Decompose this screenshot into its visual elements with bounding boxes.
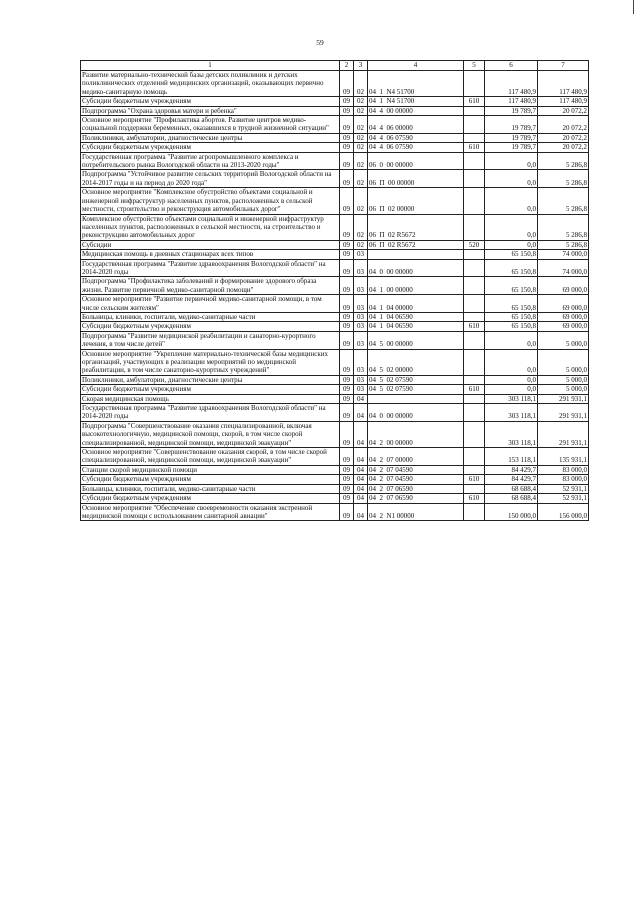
subsection-code-cell: 04: [354, 465, 368, 474]
header-cell: 1: [81, 61, 340, 71]
table-row: [81, 494, 589, 503]
amount-2020-cell: 69 000,0: [538, 277, 589, 295]
expense-type-cell: 610: [464, 494, 485, 503]
amount-2019-cell: 303 118,1: [485, 394, 538, 403]
subsection-code-cell: 03: [354, 259, 368, 277]
target-article-cell: 04 1 04 06590: [368, 312, 464, 321]
target-article-cell: 04 1 04 00000: [368, 295, 464, 313]
section-code-cell: 09: [340, 277, 354, 295]
header-row: [81, 61, 589, 71]
subsection-code-cell: 02: [354, 97, 368, 106]
target-article-cell: 06 П 00 00000: [368, 170, 464, 188]
expense-type-cell: [464, 106, 485, 115]
target-article-cell: 06 П 02 R5672: [368, 240, 464, 249]
amount-2020-cell: 20 072,2: [538, 106, 589, 115]
section-code-cell: 09: [340, 312, 354, 321]
target-article-cell: 04 4 06 07590: [368, 133, 464, 142]
subsection-code-cell: 03: [354, 295, 368, 313]
row-name-cell: Субсидии бюджетным учреждениям: [81, 475, 340, 484]
amount-2020-cell: 5 000,0: [538, 349, 589, 375]
target-article-cell: 04 2 07 06590: [368, 494, 464, 503]
row-name-cell: Субсидии бюджетным учреждениям: [81, 97, 340, 106]
target-article-cell: 04 4 06 00000: [368, 116, 464, 134]
subsection-code-cell: 02: [354, 71, 368, 97]
amount-2019-cell: 65 150,8: [485, 312, 538, 321]
row-name-cell: Скорая медицинская помощь: [81, 394, 340, 403]
amount-2020-cell: 5 286,8: [538, 214, 589, 240]
subsection-code-cell: 04: [354, 484, 368, 493]
table-row: [81, 250, 589, 259]
expense-type-cell: [464, 188, 485, 214]
expense-type-cell: [464, 259, 485, 277]
expense-type-cell: [464, 331, 485, 349]
table-row: [81, 484, 589, 493]
subsection-code-cell: 03: [354, 312, 368, 321]
amount-2020-cell: 83 000,0: [538, 475, 589, 484]
expense-type-cell: 610: [464, 385, 485, 394]
table-row: [81, 503, 589, 521]
target-article-cell: 04 5 02 07590: [368, 375, 464, 384]
row-name-cell: Субсидии бюджетным учреждениям: [81, 143, 340, 152]
subsection-code-cell: 04: [354, 421, 368, 447]
target-article-cell: 04 2 07 04590: [368, 475, 464, 484]
amount-2019-cell: 0,0: [485, 152, 538, 170]
target-article-cell: 04 2 07 00000: [368, 448, 464, 466]
amount-2019-cell: 65 150,8: [485, 259, 538, 277]
amount-2020-cell: 5 000,0: [538, 331, 589, 349]
row-name-cell: Поликлиники, амбулатории, диагностические центры: [81, 375, 340, 384]
table-row: [81, 331, 589, 349]
amount-2019-cell: 117 480,9: [485, 97, 538, 106]
amount-2019-cell: 65 150,8: [485, 250, 538, 259]
header-cell: 3: [354, 61, 368, 71]
section-code-cell: 09: [340, 349, 354, 375]
table-row: [81, 133, 589, 142]
amount-2020-cell: 74 000,0: [538, 259, 589, 277]
amount-2019-cell: 84 429,7: [485, 475, 538, 484]
subsection-code-cell: 03: [354, 277, 368, 295]
section-code-cell: 09: [340, 106, 354, 115]
amount-2020-cell: 52 931,1: [538, 484, 589, 493]
expense-type-cell: [464, 503, 485, 521]
corner-mark: [633, 0, 634, 14]
amount-2019-cell: 303 118,1: [485, 404, 538, 422]
table-row: [81, 259, 589, 277]
row-name-cell: Больницы, клиники, госпитали, медико-санитарные части: [81, 484, 340, 493]
table-row: [81, 71, 589, 97]
row-name-cell: Основное мероприятие "Совершенствование оказания скорой, в том числе скорой специализированной, медицинской помощи, медицинской эвакуации": [81, 448, 340, 466]
amount-2019-cell: 65 150,8: [485, 277, 538, 295]
expense-type-cell: [464, 465, 485, 474]
expense-type-cell: [464, 295, 485, 313]
subsection-code-cell: 03: [354, 322, 368, 331]
section-code-cell: 09: [340, 331, 354, 349]
section-code-cell: 09: [340, 394, 354, 403]
section-code-cell: 09: [340, 421, 354, 447]
section-code-cell: 09: [340, 214, 354, 240]
target-article-cell: 06 П 02 00000: [368, 188, 464, 214]
amount-2020-cell: 5 286,8: [538, 240, 589, 249]
amount-2020-cell: 83 000,0: [538, 465, 589, 474]
subsection-code-cell: 03: [354, 331, 368, 349]
amount-2020-cell: 117 480,9: [538, 97, 589, 106]
amount-2019-cell: 19 789,7: [485, 106, 538, 115]
expense-type-cell: 610: [464, 143, 485, 152]
subsection-code-cell: 03: [354, 349, 368, 375]
amount-2019-cell: 0,0: [485, 240, 538, 249]
table-row: [81, 97, 589, 106]
section-code-cell: 09: [340, 116, 354, 134]
row-name-cell: Поликлиники, амбулатории, диагностические центры: [81, 133, 340, 142]
expense-type-cell: 610: [464, 322, 485, 331]
row-name-cell: Станции скорой медицинской помощи: [81, 465, 340, 474]
amount-2020-cell: 69 000,0: [538, 312, 589, 321]
amount-2020-cell: 5 286,8: [538, 188, 589, 214]
target-article-cell: 04 1 N4 51700: [368, 71, 464, 97]
row-name-cell: Государственная программа "Развитие здравоохранения Вологодской области" на 2014-2020 годы: [81, 259, 340, 277]
target-article-cell: 04 2 00 00000: [368, 421, 464, 447]
expense-type-cell: [464, 394, 485, 403]
amount-2020-cell: 291 931,1: [538, 404, 589, 422]
section-code-cell: 09: [340, 133, 354, 142]
target-article-cell: [368, 394, 464, 403]
section-code-cell: 09: [340, 465, 354, 474]
target-article-cell: 04 1 N4 51700: [368, 97, 464, 106]
subsection-code-cell: 02: [354, 116, 368, 134]
row-name-cell: Основное мероприятие "Профилактика абортов. Развитие центров медико-социальной поддержки беременных, оказавшихся в трудной жизненной ситуации": [81, 116, 340, 134]
subsection-code-cell: 04: [354, 475, 368, 484]
section-code-cell: 09: [340, 448, 354, 466]
section-code-cell: 09: [340, 475, 354, 484]
amount-2019-cell: 19 789,7: [485, 116, 538, 134]
amount-2019-cell: 153 118,1: [485, 448, 538, 466]
subsection-code-cell: 03: [354, 250, 368, 259]
row-name-cell: Подпрограмма "Устойчивое развитие сельских территорий Вологодской области на 2014-2017 годы и на период до 2020 года": [81, 170, 340, 188]
subsection-code-cell: 02: [354, 170, 368, 188]
table-row: [81, 277, 589, 295]
amount-2020-cell: 52 931,1: [538, 494, 589, 503]
row-name-cell: Подпрограмма "Профилактика заболеваний и формирование здорового образа жизни. Развитие первичной медико-санитарной помощи": [81, 277, 340, 295]
target-article-cell: 04 2 N1 00000: [368, 503, 464, 521]
amount-2019-cell: 0,0: [485, 375, 538, 384]
expense-type-cell: [464, 71, 485, 97]
table-row: [81, 475, 589, 484]
subsection-code-cell: 02: [354, 214, 368, 240]
section-code-cell: 09: [340, 484, 354, 493]
target-article-cell: 04 0 00 00000: [368, 259, 464, 277]
subsection-code-cell: 02: [354, 152, 368, 170]
row-name-cell: Подпрограмма "Совершенствование оказания специализированной, включая высокотехнологичную, медицинской помощи, скорой, в том числе скорой специализированной, медицинской помощи, медицинской эвакуации": [81, 421, 340, 447]
section-code-cell: 09: [340, 170, 354, 188]
table-row: [81, 312, 589, 321]
expense-type-cell: [464, 484, 485, 493]
section-code-cell: 09: [340, 259, 354, 277]
amount-2019-cell: 84 429,7: [485, 465, 538, 474]
amount-2020-cell: 74 000,0: [538, 250, 589, 259]
target-article-cell: [368, 250, 464, 259]
row-name-cell: Основное мероприятие "Обеспечение своевременности оказания экстренной медицинской помощи с использованием санитарной авиации": [81, 503, 340, 521]
row-name-cell: Основное мероприятие "Развитие первичной медико-санитарной помощи, в том числе сельским жителям": [81, 295, 340, 313]
target-article-cell: 04 5 00 00000: [368, 331, 464, 349]
row-name-cell: Основное мероприятие "Комплексное обустройство объектами социальной и инженерной инфраструктур населенных пунктов, расположенных в сельской местности, строительство и реконструкция автомобильных дорог": [81, 188, 340, 214]
table-row: [81, 394, 589, 403]
amount-2019-cell: 150 000,0: [485, 503, 538, 521]
row-name-cell: Больницы, клиники, госпитали, медико-санитарные части: [81, 312, 340, 321]
page-number: 59: [316, 38, 324, 47]
amount-2019-cell: 0,0: [485, 331, 538, 349]
row-name-cell: Субсидии бюджетным учреждениям: [81, 494, 340, 503]
target-article-cell: 04 2 07 06590: [368, 484, 464, 493]
table-row: [81, 143, 589, 152]
section-code-cell: 09: [340, 71, 354, 97]
target-article-cell: 04 0 00 00000: [368, 404, 464, 422]
subsection-code-cell: 02: [354, 106, 368, 115]
row-name-cell: Комплексное обустройство объектами социальной и инженерной инфраструктур населенных пунктов, расположенных в сельской местности, на строительство и реконструкцию автомобильных дорог: [81, 214, 340, 240]
section-code-cell: 09: [340, 385, 354, 394]
table-row: [81, 448, 589, 466]
expense-type-cell: [464, 375, 485, 384]
row-name-cell: Развитие материально-технической базы детских поликлиник и детских поликлинических отделений медицинских организаций, оказывающих первично медико-санитарную помощь: [81, 71, 340, 97]
amount-2019-cell: 0,0: [485, 170, 538, 188]
amount-2020-cell: 5 000,0: [538, 375, 589, 384]
header-cell: 4: [368, 61, 464, 71]
amount-2020-cell: 135 931,1: [538, 448, 589, 466]
target-article-cell: 04 5 02 00000: [368, 349, 464, 375]
table-row: [81, 385, 589, 394]
amount-2019-cell: 303 118,1: [485, 421, 538, 447]
target-article-cell: 04 1 00 00000: [368, 277, 464, 295]
expense-type-cell: [464, 349, 485, 375]
amount-2020-cell: 69 000,0: [538, 322, 589, 331]
subsection-code-cell: 04: [354, 503, 368, 521]
expense-type-cell: [464, 404, 485, 422]
section-code-cell: 09: [340, 143, 354, 152]
section-code-cell: 09: [340, 188, 354, 214]
amount-2020-cell: 20 072,2: [538, 116, 589, 134]
expense-type-cell: 520: [464, 240, 485, 249]
amount-2020-cell: 20 072,2: [538, 143, 589, 152]
budget-table: [80, 60, 589, 521]
amount-2020-cell: 69 000,0: [538, 295, 589, 313]
table-row: [81, 349, 589, 375]
subsection-code-cell: 03: [354, 375, 368, 384]
subsection-code-cell: 02: [354, 188, 368, 214]
subsection-code-cell: 04: [354, 448, 368, 466]
row-name-cell: Основное мероприятие "Укрепление материально-технической базы медицинских организаций, участвующих в реализации мероприятий по медицинской реабилитации, в том числе санаторно-курортных учреждений": [81, 349, 340, 375]
subsection-code-cell: 04: [354, 494, 368, 503]
row-name-cell: Государственная программа "Развитие агропромышленного комплекса и потребительского рынка Вологодской области на 2013-2020 годы": [81, 152, 340, 170]
expense-type-cell: 610: [464, 475, 485, 484]
expense-type-cell: [464, 421, 485, 447]
table-row: [81, 188, 589, 214]
target-article-cell: 06 П 02 R5672: [368, 214, 464, 240]
table-row: [81, 106, 589, 115]
amount-2020-cell: 117 480,9: [538, 71, 589, 97]
row-name-cell: Подпрограмма "Развитие медицинской реабилитации и санаторно-курортного лечения, в том числе детей": [81, 331, 340, 349]
subsection-code-cell: 02: [354, 240, 368, 249]
row-name-cell: Субсидии бюджетным учреждениям: [81, 385, 340, 394]
amount-2019-cell: 0,0: [485, 188, 538, 214]
subsection-code-cell: 04: [354, 394, 368, 403]
subsection-code-cell: 02: [354, 133, 368, 142]
subsection-code-cell: 02: [354, 143, 368, 152]
amount-2020-cell: 5 286,8: [538, 170, 589, 188]
table-row: [81, 214, 589, 240]
amount-2019-cell: 19 789,7: [485, 133, 538, 142]
target-article-cell: 04 5 02 07590: [368, 385, 464, 394]
table-row: [81, 404, 589, 422]
amount-2019-cell: 65 150,8: [485, 295, 538, 313]
target-article-cell: 04 1 04 06590: [368, 322, 464, 331]
section-code-cell: 09: [340, 494, 354, 503]
expense-type-cell: 610: [464, 97, 485, 106]
amount-2019-cell: 65 150,8: [485, 322, 538, 331]
section-code-cell: 09: [340, 375, 354, 384]
expense-type-cell: [464, 152, 485, 170]
table-row: [81, 322, 589, 331]
amount-2020-cell: 20 072,2: [538, 133, 589, 142]
section-code-cell: 09: [340, 152, 354, 170]
table-row: [81, 295, 589, 313]
table-row: [81, 152, 589, 170]
table-row: [81, 375, 589, 384]
target-article-cell: 04 4 00 00000: [368, 106, 464, 115]
row-name-cell: Субсидии бюджетным учреждениям: [81, 322, 340, 331]
section-code-cell: 09: [340, 97, 354, 106]
section-code-cell: 09: [340, 322, 354, 331]
amount-2020-cell: 291 931,1: [538, 394, 589, 403]
expense-type-cell: [464, 214, 485, 240]
subsection-code-cell: 04: [354, 404, 368, 422]
expense-type-cell: [464, 277, 485, 295]
target-article-cell: 04 2 07 04590: [368, 465, 464, 474]
amount-2019-cell: 0,0: [485, 385, 538, 394]
row-name-cell: Медицинская помощь в дневных стационарах всех типов: [81, 250, 340, 259]
table-row: [81, 465, 589, 474]
amount-2020-cell: 5 000,0: [538, 385, 589, 394]
header-cell: 5: [464, 61, 485, 71]
expense-type-cell: [464, 448, 485, 466]
amount-2019-cell: 19 789,7: [485, 143, 538, 152]
target-article-cell: 04 4 06 07590: [368, 143, 464, 152]
section-code-cell: 09: [340, 404, 354, 422]
expense-type-cell: [464, 170, 485, 188]
amount-2019-cell: 68 688,4: [485, 494, 538, 503]
subsection-code-cell: 03: [354, 385, 368, 394]
expense-type-cell: [464, 312, 485, 321]
header-cell: 6: [485, 61, 538, 71]
section-code-cell: 09: [340, 295, 354, 313]
row-name-cell: Государственная программа "Развитие здравоохранения Вологодской области" на 2014-2020 годы: [81, 404, 340, 422]
table-row: [81, 421, 589, 447]
header-cell: 2: [340, 61, 354, 71]
section-code-cell: 09: [340, 240, 354, 249]
amount-2019-cell: 117 480,9: [485, 71, 538, 97]
row-name-cell: Подпрограмма "Охрана здоровья матери и ребенка": [81, 106, 340, 115]
amount-2019-cell: 68 688,4: [485, 484, 538, 493]
section-code-cell: 09: [340, 250, 354, 259]
amount-2020-cell: 156 000,0: [538, 503, 589, 521]
amount-2020-cell: 5 286,8: [538, 152, 589, 170]
target-article-cell: 06 0 00 00000: [368, 152, 464, 170]
header-cell: 7: [538, 61, 589, 71]
amount-2020-cell: 291 931,1: [538, 421, 589, 447]
expense-type-cell: [464, 133, 485, 142]
expense-type-cell: [464, 250, 485, 259]
table-row: [81, 170, 589, 188]
expense-type-cell: [464, 116, 485, 134]
table-row: [81, 116, 589, 134]
amount-2019-cell: 0,0: [485, 214, 538, 240]
table-row: [81, 240, 589, 249]
row-name-cell: Субсидии: [81, 240, 340, 249]
section-code-cell: 09: [340, 503, 354, 521]
amount-2019-cell: 0,0: [485, 349, 538, 375]
